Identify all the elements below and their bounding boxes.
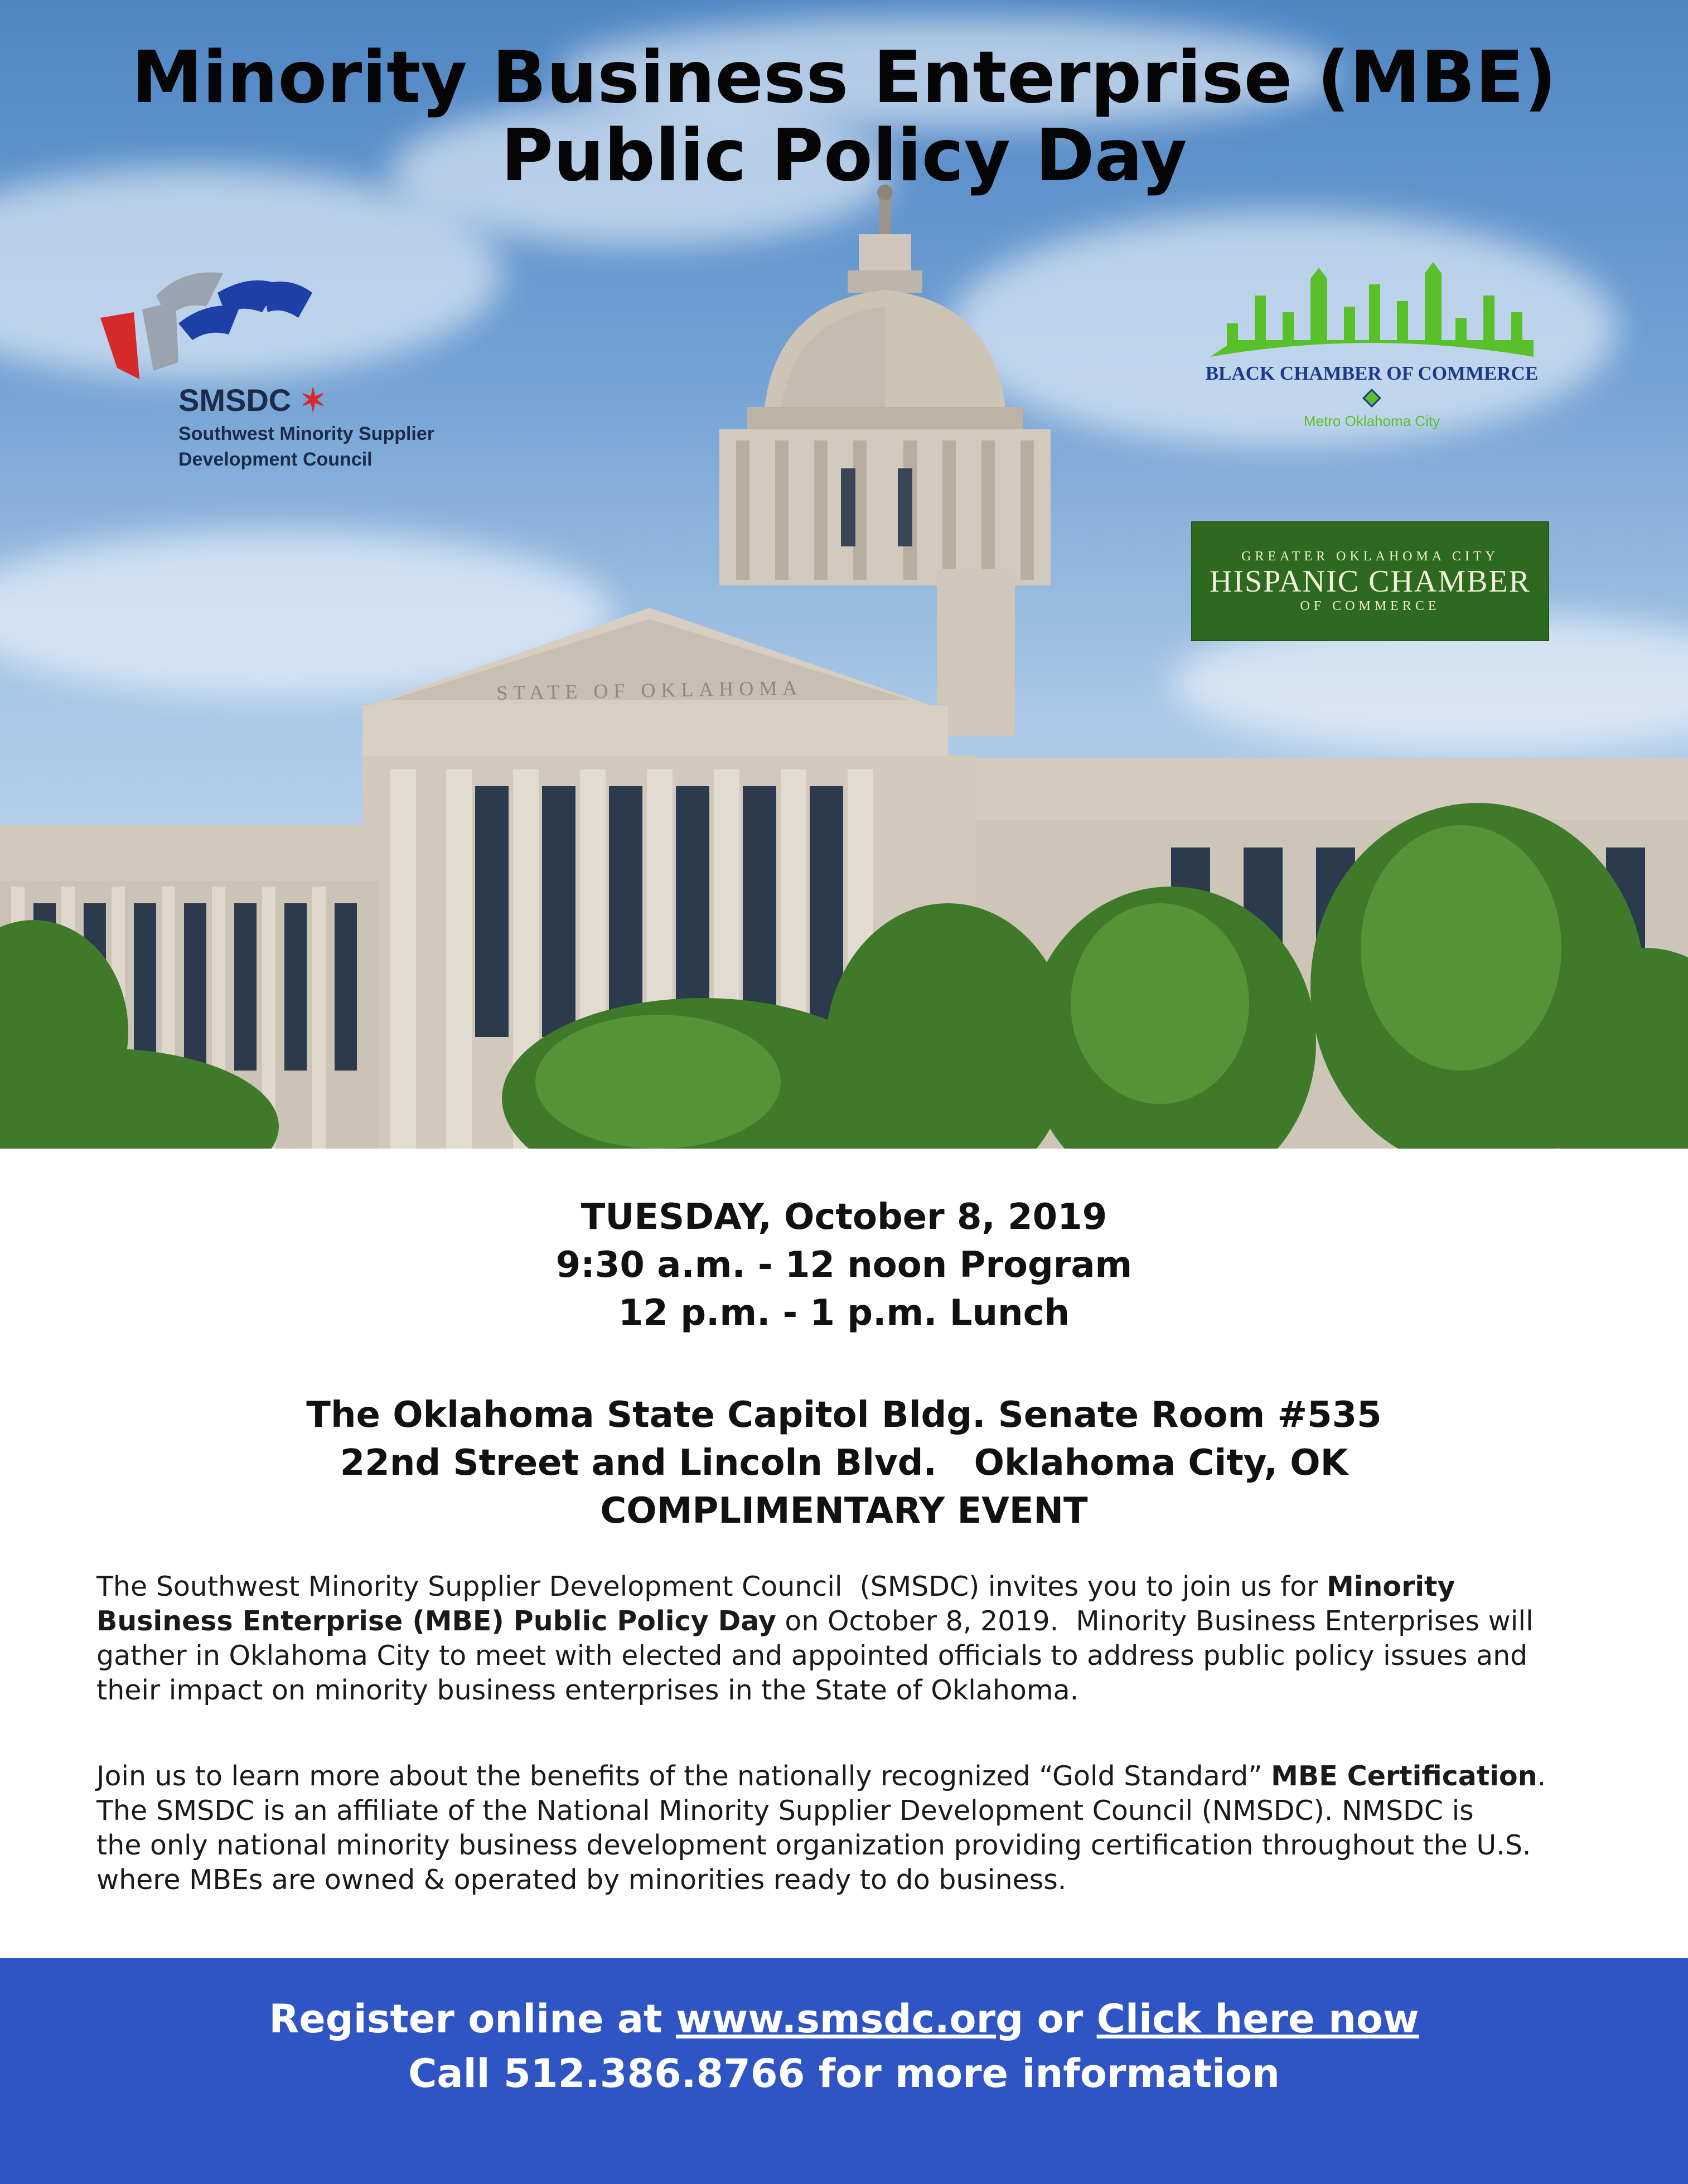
hispanic-chamber-logo: GREATER OKLAHOMA CITY HISPANIC CHAMBER OF COMMERCE (1191, 521, 1549, 641)
title-line-1: Minority Business Enterprise (MBE) (131, 36, 1557, 119)
phone-line: Call 512.386.8766 for more information (408, 2051, 1280, 2096)
certification-paragraph: Join us to learn more about the benefits of the nationally recognized “Gold Standard” MBE Certification. The SMSDC is an affiliate of the National Minority Supplier Development Council (NMSDC). NMSDC is the only national minority business development organization providing certification throughout the U.S. where MBEs are owned & operated by minorities ready to do business. (96, 1760, 1546, 1896)
event-schedule (0, 1193, 1688, 1337)
smsdc-logo (95, 262, 496, 485)
website-link[interactable]: www.smsdc.org (675, 1996, 1024, 2042)
event-lunch-time: 12 p.m. - 1 p.m. Lunch (618, 1292, 1070, 1334)
black-chamber-subtitle: Metro Oklahoma City (1303, 413, 1440, 429)
page-title (0, 36, 1688, 197)
star-icon: ✶ (299, 382, 326, 418)
event-venue: The Oklahoma State Capitol Bldg. Senate Room #535 (306, 1394, 1382, 1436)
pediment-inscription: STATE OF OKLAHOMA (496, 676, 803, 704)
event-date: TUESDAY, October 8, 2019 (581, 1197, 1107, 1238)
register-banner: Register online at www.smsdc.org or Click here now Call 512.386.8766 for more information (0, 1958, 1688, 2184)
event-address: 22nd Street and Lincoln Blvd. Oklahoma City, OK (340, 1442, 1348, 1484)
event-program-time: 9:30 a.m. - 12 noon Program (555, 1244, 1133, 1286)
black-chamber-name: BLACK CHAMBER OF COMMERCE (1205, 362, 1539, 384)
event-location (0, 1391, 1688, 1535)
event-price: COMPLIMENTARY EVENT (600, 1490, 1088, 1532)
click-here-link[interactable]: Click here now (1096, 1996, 1419, 2042)
skyline-icon (1188, 262, 1556, 362)
smsdc-name: SMSDC ✶ (178, 382, 326, 418)
diamond-icon (1362, 389, 1381, 408)
black-chamber-logo (1188, 262, 1556, 440)
smsdc-swoosh-icon (95, 262, 318, 385)
smsdc-subtitle: Southwest Minority Supplier Development Council (178, 423, 435, 470)
intro-paragraph: The Southwest Minority Supplier Development Council (SMSDC) invites you to join us for Minority Business Enterprise (MBE) Public Policy Day on October 8, 2019. Minority Business Enterprises will gather in Oklahoma City to meet with elected and appointed officials to address public policy issues and their impact on minority business enterprises in the State of Oklahoma. (96, 1571, 1534, 1706)
title-line-2: Public Policy Day (501, 114, 1187, 197)
